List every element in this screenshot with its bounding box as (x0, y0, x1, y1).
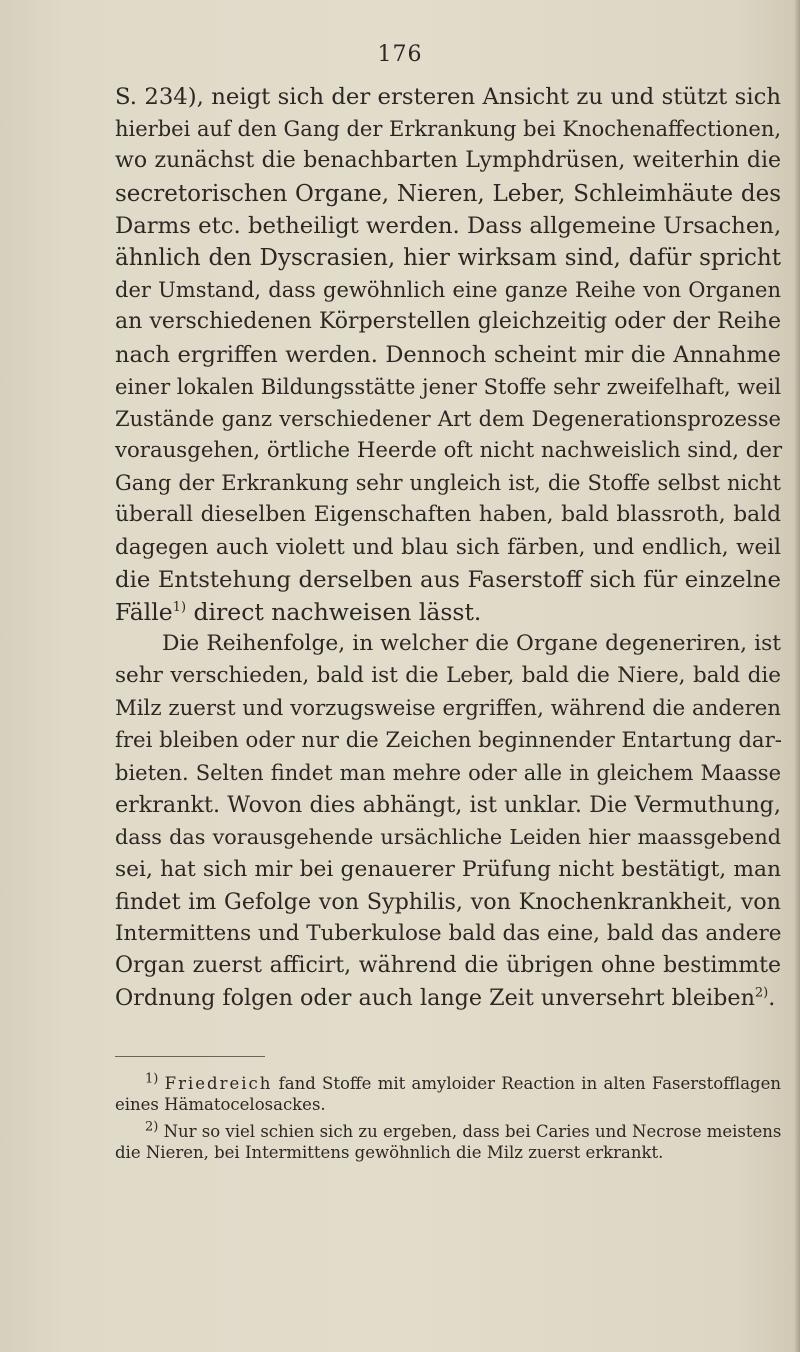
text-fragment: direct nachweisen lässt. (193, 598, 482, 626)
footnote-divider (115, 1056, 265, 1057)
text-line: die Entstehung derselben aus Faserstoff sich für einzelne (115, 566, 781, 593)
text-line: findet im Gefolge von Syphilis, von Knochenkrankheit, von (115, 888, 781, 915)
text-line: hierbei auf den Gang der Erkrankung bei Knochenaffectionen, (115, 117, 782, 142)
text-line: erkrankt. Wovon dies abhängt, ist unklar. Die Vermuthung, (115, 792, 781, 819)
text-line: an verschiedenen Körperstellen gleichzeitig oder der Reihe (115, 309, 781, 335)
footnote-marker-2: 2) (145, 1119, 159, 1135)
footnote-text: fand Stoffe mit amyloider Reaction in alten Faserstofflagen (278, 1074, 781, 1093)
text-line: dass das vorausgehende ursächliche Leiden hier maassgebend (115, 825, 781, 850)
body-text (115, 81, 781, 1014)
text-line: Darms etc. betheiligt werden. Dass allgemeine Ursachen, (115, 212, 782, 239)
text-line: wo zunächst die benachbarten Lymphdrüsen, weiterhin die (115, 148, 781, 174)
text-line: vorausgehen, örtliche Heerde oft nicht nachweislich sind, der (115, 438, 783, 464)
text-line: ähnlich den Dyscrasien, hier wirksam sind, dafür spricht (115, 244, 781, 271)
text-line: der Umstand, dass gewöhnlich eine ganze Reihe von Organen (115, 278, 781, 303)
text-line: einer lokalen Bildungsstätte jener Stoffe sehr zweifelhaft, weil (115, 374, 782, 399)
text-line: Milz zuerst und vorzugsweise ergriffen, während die anderen (115, 695, 781, 721)
text-line: frei bleiben oder nur die Zeichen beginnender Entartung dar- (115, 727, 782, 753)
text-line: Gang der Erkrankung sehr ungleich ist, die Stoffe selbst nicht (115, 471, 781, 496)
text-line: secretorischen Organe, Nieren, Leber, Schleimhäute des (115, 180, 781, 207)
footnote-author: Friedreich (164, 1074, 273, 1093)
paragraph-start-line: Die Reihenfolge, in welcher die Organe degeneriren, ist (162, 631, 781, 657)
footnote-1-continuation: eines Hämatocelosackes. (115, 1095, 326, 1114)
text-line: sei, hat sich mir bei genauerer Prüfung nicht bestätigt, man (115, 856, 781, 882)
footnote-text: Nur so viel schien sich zu ergeben, dass bei Caries und Necrose meistens (163, 1122, 782, 1141)
page-number: 176 (377, 42, 423, 67)
footnote-ref-2: 2) (754, 985, 769, 1001)
text-line: Intermittens und Tuberkulose bald das eine, bald das andere (115, 920, 782, 946)
footnote-ref-1: 1) (172, 600, 187, 616)
page-edge-shadow (794, 0, 800, 1352)
text-fragment: Ordnung folgen oder auch lange Zeit unversehrt bleiben (115, 985, 755, 1012)
footnotes (115, 1073, 781, 1163)
text-line-with-footnote-ref (115, 596, 781, 628)
text-fragment: Fälle (115, 598, 173, 626)
text-line: S. 234), neigt sich der ersteren Ansicht zu und stützt sich (115, 84, 781, 110)
text-line: bieten. Selten findet man mehre oder alle in gleichem Maasse (115, 760, 781, 785)
footnote-1 (115, 1073, 781, 1094)
footnote-2 (115, 1121, 781, 1142)
text-line: überall dieselben Eigenschaften haben, bald blassroth, bald (115, 502, 781, 528)
text-line: sehr verschieden, bald ist die Leber, bald die Niere, bald die (115, 663, 781, 689)
text-line: nach ergriffen werden. Dennoch scheint mir die Annahme (115, 341, 781, 368)
text-line: dagegen auch violett und blau sich färben, und endlich, weil (115, 534, 781, 560)
footnote-marker-1: 1) (145, 1071, 159, 1087)
text-line-with-footnote-ref: Ordnung folgen oder auch lange Zeit unversehrt bleiben$^{2)}$. (115, 985, 776, 1012)
footnote-2-continuation: die Nieren, bei Intermittens gewöhnlich die Milz zuerst erkrankt. (115, 1143, 664, 1162)
text-line: Organ zuerst afficirt, während die übrigen ohne bestimmte (115, 953, 781, 979)
text-line: Zustände ganz verschiedener Art dem Degenerationsprozesse (115, 406, 781, 431)
